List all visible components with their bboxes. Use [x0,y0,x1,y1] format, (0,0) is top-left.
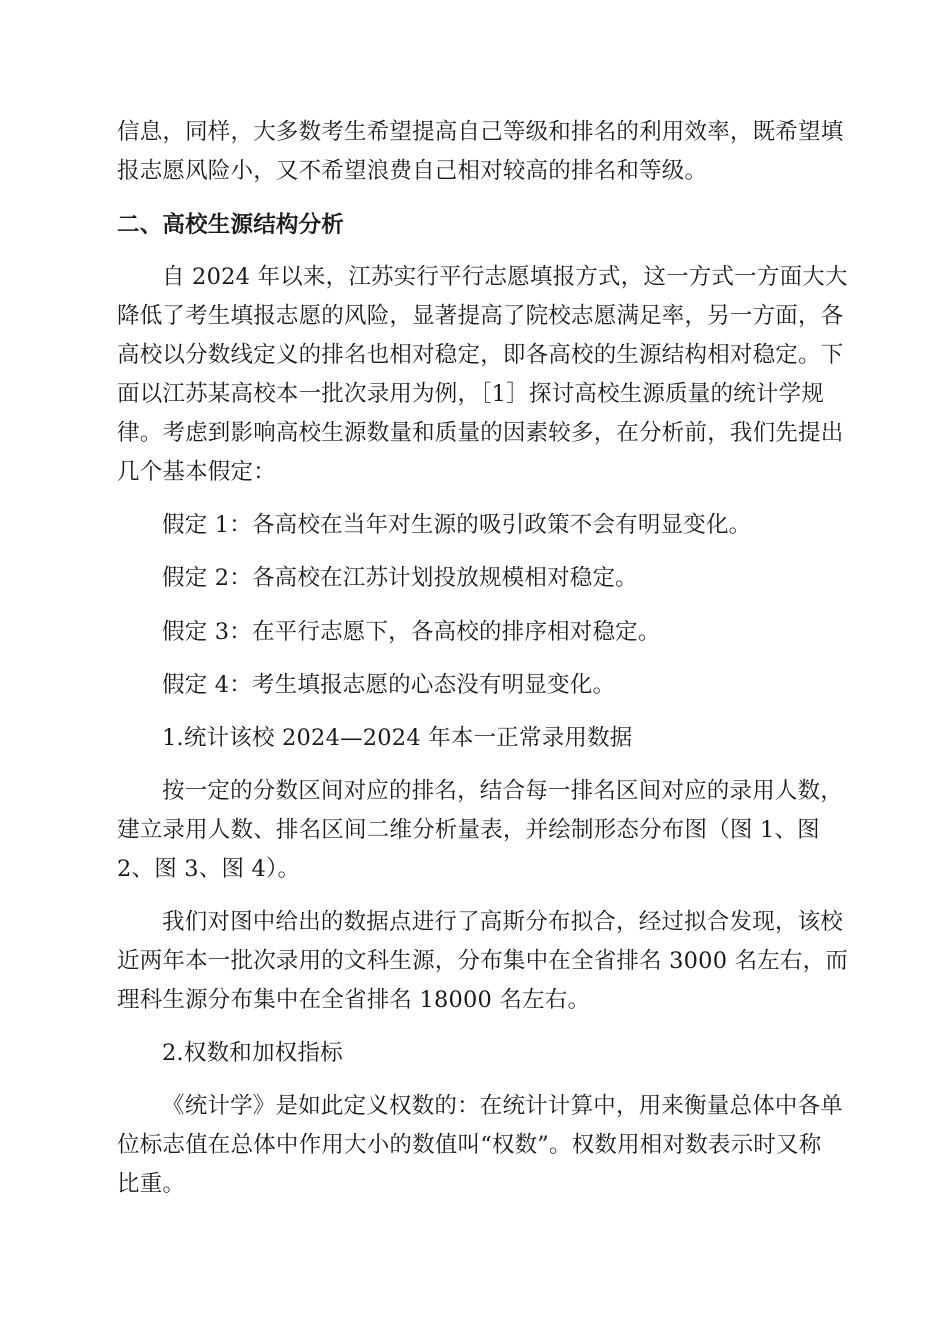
paragraph-1-line-3: 高校以分数线定义的排名也相对稳定，即各高校的生源结构相对稳定。下 [117,342,844,368]
paragraph-3-line-3: 理科生源分布集中在全省排名 18000 名左右。 [117,987,591,1013]
intro-line-2: 报志愿风险小，又不希望浪费自己相对较高的排名和等级。 [117,158,708,184]
paragraph-1-line-1: 自 2024 年以来，江苏实行平行志愿填报方式，这一方式一方面大大 [162,264,848,290]
section-heading: 二、高校生源结构分析 [117,212,345,238]
intro-line-1: 信息，同样，大多数考生希望提高自己等级和排名的利用效率，既希望填 [117,119,844,145]
paragraph-4-line-3: 比重。 [117,1171,186,1197]
paragraph-2-line-1: 按一定的分数区间对应的排名，结合每一排名区间对应的录用人数， [162,778,844,804]
paragraph-1-line-6: 几个基本假定： [117,459,276,485]
assumption-2: 假定 2：各高校在江苏计划投放规模相对稳定。 [162,565,638,591]
subheading-2: 2.权数和加权指标 [162,1040,343,1066]
paragraph-4-line-2: 位标志值在总体中作用大小的数值叫“权数”。权数用相对数表示时又称 [117,1132,822,1158]
paragraph-2-line-2: 建立录用人数、排名区间二维分析量表，并绘制形态分布图（图 1、图 [117,817,820,843]
paragraph-1-line-2: 降低了考生填报志愿的风险，显著提高了院校志愿满足率，另一方面，各 [117,303,844,329]
paragraph-1-line-5: 律。考虑到影响高校生源数量和质量的因素较多，在分析前，我们先提出 [117,420,844,446]
paragraph-3-line-1: 我们对图中给出的数据点进行了高斯分布拟合，经过拟合发现，该校 [162,909,844,935]
paragraph-1-line-4: 面以江苏某高校本一批次录用为例，［1］探讨高校生源质量的统计学规 [117,381,824,407]
paragraph-3-line-2: 近两年本一批次录用的文科生源，分布集中在全省排名 3000 名左右，而 [117,948,849,974]
assumption-3: 假定 3：在平行志愿下，各高校的排序相对稳定。 [162,619,661,645]
paragraph-4-line-1: 《统计学》是如此定义权数的：在统计计算中，用来衡量总体中各单 [162,1093,844,1119]
assumption-4: 假定 4：考生填报志愿的心态没有明显变化。 [162,672,616,698]
subheading-1: 1.统计该校 2024—2024 年本一正常录用数据 [162,725,633,751]
paragraph-2-line-3: 2、图 3、图 4）。 [117,856,301,882]
assumption-1: 假定 1：各高校在当年对生源的吸引政策不会有明显变化。 [162,512,752,538]
